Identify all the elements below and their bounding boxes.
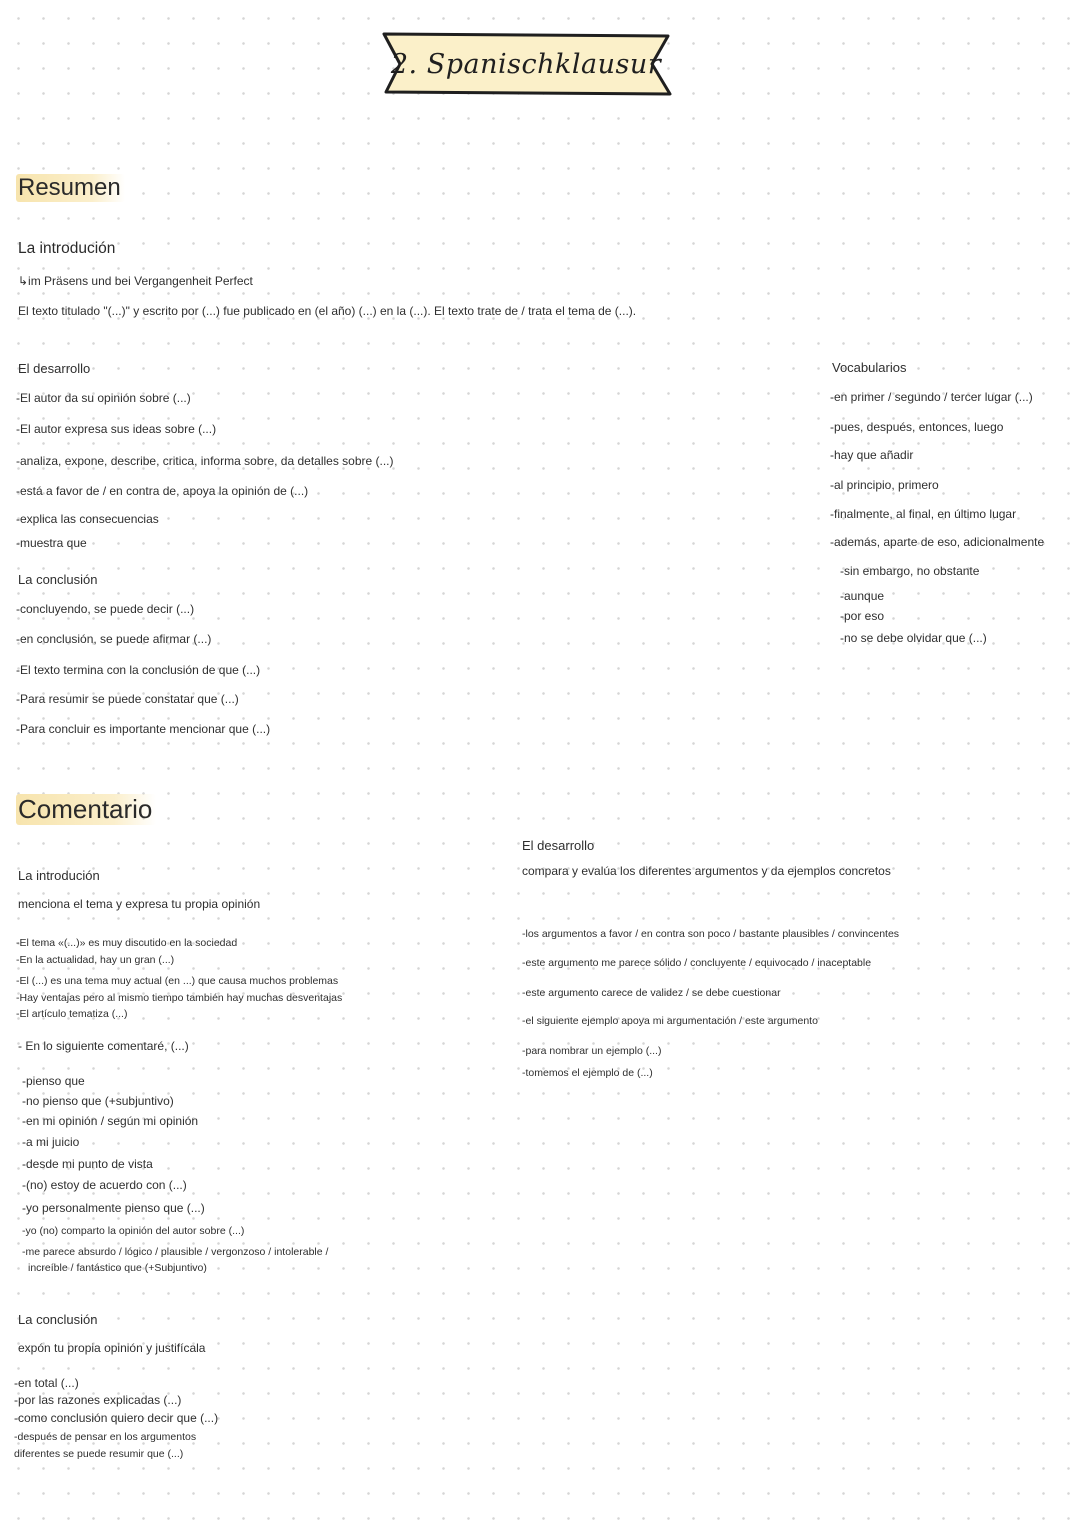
list-item: -Para resumir se puede constatar que (...) — [16, 692, 239, 706]
list-item: -en primer / segundo / tercer lugar (...) — [830, 390, 1033, 404]
resumen-desarrollo-label: El desarrollo — [18, 361, 91, 376]
list-item: -por eso — [840, 609, 885, 623]
list-item: -concluyendo, se puede decir (...) — [16, 602, 195, 616]
list-item: -finalmente, al final, en último lugar — [830, 507, 1017, 521]
page-title: 2. Spanischklausur — [390, 48, 662, 80]
list-item: -en mi opinión / según mi opinión — [22, 1114, 199, 1128]
comentario-desarrollo-note: compara y evalúa los diferentes argumentos y da ejemplos concretos — [522, 864, 891, 878]
resumen-introduccion-line: El texto titulado "(...)" y escrito por (...) fue publicado en (el año) (...) en la (...). El texto trate de / trata el tema de (...). — [18, 304, 637, 318]
list-item: increíble / fantástico que (+Subjuntivo) — [28, 1262, 207, 1274]
comentario-introduccion-note: menciona el tema y expresa tu propia opinión — [18, 897, 261, 911]
list-item: -para nombrar un ejemplo (...) — [522, 1045, 662, 1057]
list-item: -a mi juicio — [22, 1135, 80, 1149]
list-item: -al principio, primero — [830, 478, 939, 492]
comentario-introduccion-label: La introdución — [18, 868, 100, 883]
list-item: -este argumento carece de validez / se debe cuestionar — [522, 987, 781, 999]
list-item: -desde mi punto de vista — [22, 1157, 153, 1171]
list-item: -muestra que — [16, 536, 87, 550]
list-item: -El autor expresa sus ideas sobre (...) — [16, 422, 217, 436]
list-item: -analiza, expone, describe, critica, informa sobre, da detalles sobre (...) — [16, 454, 394, 468]
list-item: -está a favor de / en contra de, apoya la opinión de (...) — [16, 484, 309, 498]
comentario-desarrollo-label: El desarrollo — [522, 838, 595, 853]
list-item: -El (...) es una tema muy actual (en ...) que causa muchos problemas — [16, 975, 339, 987]
list-item: -no se debe olvidar que (...) — [840, 631, 987, 645]
list-item: diferentes se puede resumir que (...) — [14, 1448, 184, 1460]
resumen-introduccion-label: La introdución — [18, 240, 116, 257]
list-item: -pues, después, entonces, luego — [830, 420, 1004, 434]
comentario-siguiente: - En lo siguiente comentaré, (...) — [18, 1039, 189, 1053]
list-item: -yo personalmente pienso que (...) — [22, 1201, 205, 1215]
list-item: -en conclusión, se puede afirmar (...) — [16, 632, 212, 646]
list-item: -los argumentos a favor / en contra son poco / bastante plausibles / convincentes — [522, 928, 900, 940]
comentario-conclusion-note: expón tu propia opinión y justifícala — [18, 1341, 206, 1355]
list-item: -yo (no) comparto la opinión del autor sobre (...) — [22, 1225, 245, 1237]
list-item: -explica las consecuencias — [16, 512, 159, 526]
list-item: -El autor da su opinión sobre (...) — [16, 391, 191, 405]
resumen-conclusion-label: La conclusión — [18, 572, 98, 587]
heading-comentario: Comentario — [16, 794, 156, 825]
title-banner — [378, 30, 674, 98]
list-item: -tomemos el ejemplo de (...) — [522, 1067, 653, 1079]
list-item: -después de pensar en los argumentos — [14, 1431, 197, 1443]
list-item: -El texto termina con la conclusión de que (...) — [16, 663, 261, 677]
list-item: -En la actualidad, hay un gran (...) — [16, 954, 175, 966]
list-item: -pienso que — [22, 1074, 85, 1088]
list-item: -El tema «(...)» es muy discutido en la sociedad — [16, 937, 238, 949]
vocabulario-label: Vocabularios — [832, 360, 907, 375]
list-item: -(no) estoy de acuerdo con (...) — [22, 1178, 187, 1192]
list-item: -en total (...) — [14, 1376, 79, 1390]
list-item: -además, aparte de eso, adicionalmente — [830, 535, 1045, 549]
list-item: -hay que añadir — [830, 448, 914, 462]
list-item: -sin embargo, no obstante — [840, 564, 980, 578]
heading-resumen: Resumen — [16, 174, 125, 202]
list-item: -no pienso que (+subjuntivo) — [22, 1094, 174, 1108]
list-item: -el siguiente ejemplo apoya mi argumentación / este argumento — [522, 1015, 818, 1027]
list-item: -este argumento me parece sólido / concluyente / equivocado / inaceptable — [522, 957, 872, 969]
list-item: -me parece absurdo / lógico / plausible / vergonzoso / intolerable / — [22, 1246, 329, 1258]
list-item: -aunque — [840, 589, 885, 603]
list-item: -por las razones explicadas (...) — [14, 1393, 182, 1407]
resumen-introduccion-note: ↳im Präsens und bei Vergangenheit Perfect — [18, 274, 253, 288]
list-item: -como conclusión quiero decir que (...) — [14, 1411, 219, 1425]
comentario-conclusion-label: La conclusión — [18, 1312, 98, 1327]
list-item: -Para concluir es importante mencionar que (...) — [16, 722, 271, 736]
list-item: -El artículo tematiza (...) — [16, 1008, 128, 1020]
list-item: -Hay ventajas pero al mismo tiempo también hay muchas desventajas — [16, 992, 343, 1004]
